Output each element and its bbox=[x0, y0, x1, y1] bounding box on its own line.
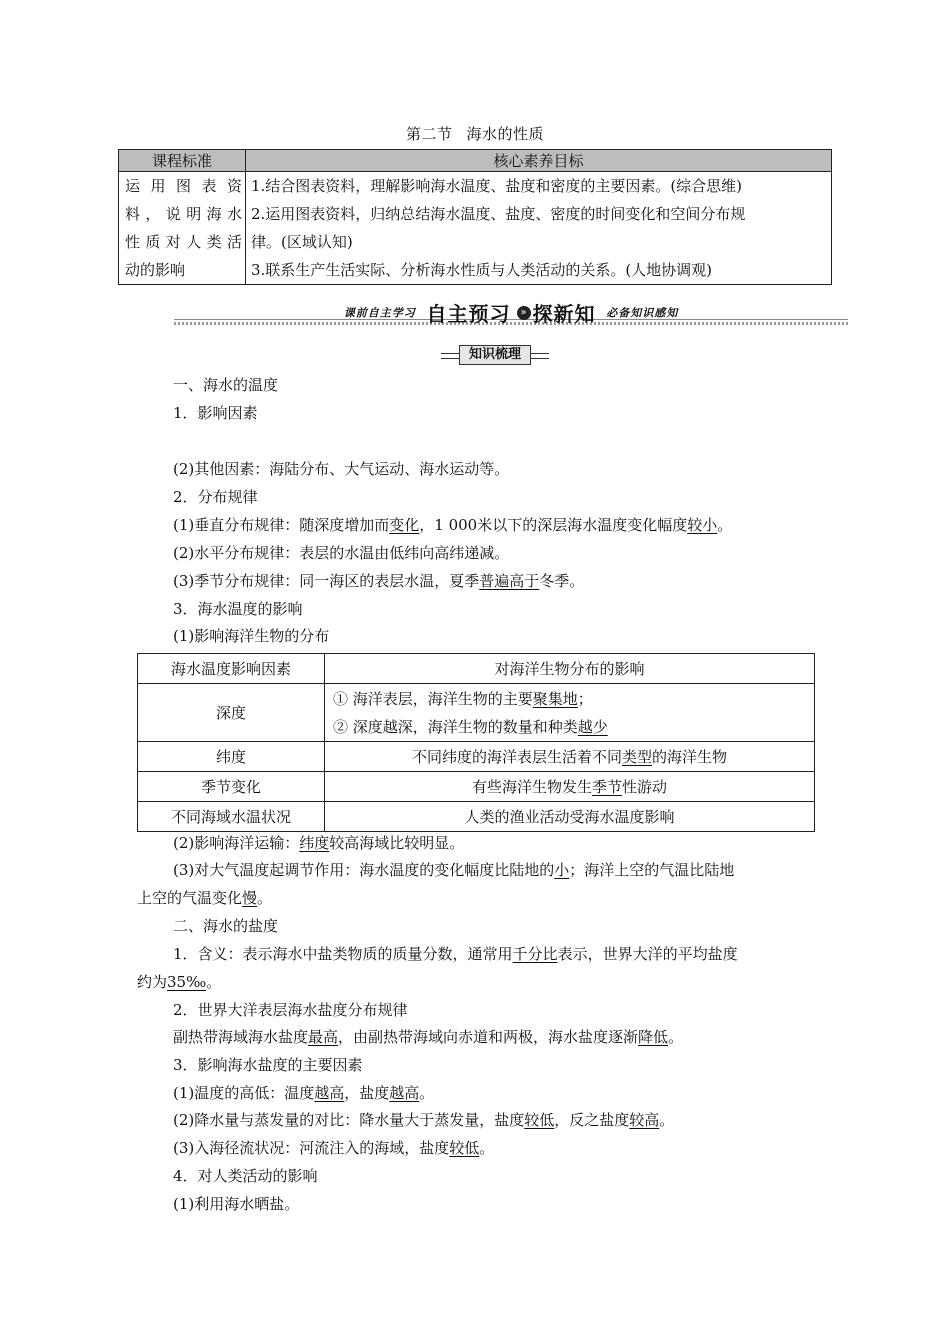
banner-left-text: 课前自主学习 bbox=[343, 306, 416, 320]
subheading: 4．对人类活动的影响 bbox=[173, 1167, 318, 1185]
header-core-goals: 核心素养目标 bbox=[246, 150, 832, 172]
influence-cell: 不同纬度的海洋表层生活着不同类型的海洋生物 bbox=[325, 742, 815, 772]
paragraph: 1．含义：表示海水中盐类物质的质量分数，通常用千分比表示，世界大洋的平均盐度 bbox=[173, 945, 738, 963]
influence-cell: 有些海洋生物发生季节性游动 bbox=[325, 772, 815, 802]
factor-cell: 季节变化 bbox=[138, 772, 325, 802]
paragraph: (2)降水量与蒸发量的对比：降水量大于蒸发量，盐度较低，反之盐度较高。 bbox=[173, 1111, 675, 1129]
subheading: 2．世界大洋表层海水盐度分布规律 bbox=[173, 1001, 408, 1019]
paragraph: (1)利用海水晒盐。 bbox=[173, 1195, 300, 1213]
core-goals-cell bbox=[246, 172, 832, 285]
paragraph: 副热带海域海水盐度最高，由副热带海域向赤道和两极，海水盐度逐渐降低。 bbox=[173, 1028, 684, 1046]
goal-line: 2.运用图表资料，归纳总结海水温度、盐度、密度的时间变化和空间分布规 bbox=[251, 205, 746, 223]
marine-life-table bbox=[137, 653, 815, 832]
heading-sea-salinity: 二、海水的盐度 bbox=[173, 917, 279, 935]
factor-cell: 纬度 bbox=[138, 742, 325, 772]
paragraph: 上空的气温变化慢。 bbox=[137, 889, 273, 907]
banner-main-text-2: 探新知 bbox=[532, 302, 596, 326]
subheading: 3．海水温度的影响 bbox=[173, 600, 303, 618]
knowledge-label-text: 知识梳理 bbox=[459, 345, 531, 365]
course-standard-line: 料，说明海水 bbox=[125, 205, 242, 223]
paragraph: (1)垂直分布规律：随深度增加而变化，1 000米以下的深层海水温度变化幅度较小。 bbox=[173, 516, 733, 534]
table-row bbox=[119, 172, 832, 285]
influence-cell: ① 海洋表层，海洋生物的主要聚集地； ② 深度越深，海洋生物的数量和种类越少 bbox=[325, 684, 815, 742]
goal-line: 3.联系生产生活实际、分析海水性质与人类活动的关系。(人地协调观) bbox=[251, 261, 713, 279]
course-standard-cell bbox=[119, 172, 246, 285]
factor-cell: 深度 bbox=[138, 684, 325, 742]
paragraph: (3)季节分布规律：同一海区的表层水温，夏季普遍高于冬季。 bbox=[173, 572, 585, 590]
page-title bbox=[0, 123, 950, 144]
section-banner bbox=[174, 298, 848, 328]
header-influence: 对海洋生物分布的影响 bbox=[325, 654, 815, 684]
header-course-standard: 课程标准 bbox=[119, 150, 246, 172]
paragraph: (3)入海径流状况：河流注入的海域，盐度较低。 bbox=[173, 1139, 495, 1157]
table-header-row bbox=[138, 654, 815, 684]
table-row bbox=[138, 802, 815, 832]
course-standard-line: 动的影响 bbox=[125, 261, 186, 279]
goal-line: 律。(区域认知) bbox=[251, 233, 353, 251]
table-row bbox=[138, 772, 815, 802]
banner-main-text: 自主预习 bbox=[426, 302, 511, 326]
paragraph: (1)温度的高低：温度越高，盐度越高。 bbox=[173, 1084, 435, 1102]
title-text: 海水的性质 bbox=[466, 125, 545, 143]
course-standards-table bbox=[118, 149, 832, 285]
paragraph: (1)影响海洋生物的分布 bbox=[173, 627, 330, 645]
title-section-number: 第二节 bbox=[405, 125, 453, 143]
arrow-icon: » bbox=[517, 306, 531, 320]
knowledge-label bbox=[441, 345, 549, 365]
factor-cell: 不同海域水温状况 bbox=[138, 802, 325, 832]
paragraph: 约为35‰。 bbox=[137, 973, 222, 991]
subheading: 1．影响因素 bbox=[173, 404, 258, 422]
paragraph: (3)对大气温度起调节作用：海水温度的变化幅度比陆地的小；海洋上空的气温比陆地 bbox=[173, 861, 735, 879]
goal-line: 1.结合图表资料，理解影响海水温度、盐度和密度的主要因素。(综合思维) bbox=[251, 177, 743, 195]
course-standard-line: 性质对人类活 bbox=[125, 233, 242, 251]
paragraph: (2)水平分布规律：表层的水温由低纬向高纬递减。 bbox=[173, 544, 510, 562]
subheading: 2．分布规律 bbox=[173, 488, 258, 506]
table-row bbox=[138, 742, 815, 772]
subheading: 3．影响海水盐度的主要因素 bbox=[173, 1056, 363, 1074]
paragraph: (2)影响海洋运输：纬度较高海域比较明显。 bbox=[173, 834, 465, 852]
course-standard-line: 运用图表资 bbox=[125, 177, 242, 195]
header-factor: 海水温度影响因素 bbox=[138, 654, 325, 684]
influence-cell: 人类的渔业活动受海水温度影响 bbox=[325, 802, 815, 832]
table-row bbox=[138, 684, 815, 742]
banner-right-text: 必备知识感知 bbox=[606, 306, 679, 320]
table-header-row bbox=[119, 150, 832, 172]
paragraph: (2)其他因素：海陆分布、大气运动、海水运动等。 bbox=[173, 460, 510, 478]
heading-sea-temperature: 一、海水的温度 bbox=[173, 376, 279, 394]
